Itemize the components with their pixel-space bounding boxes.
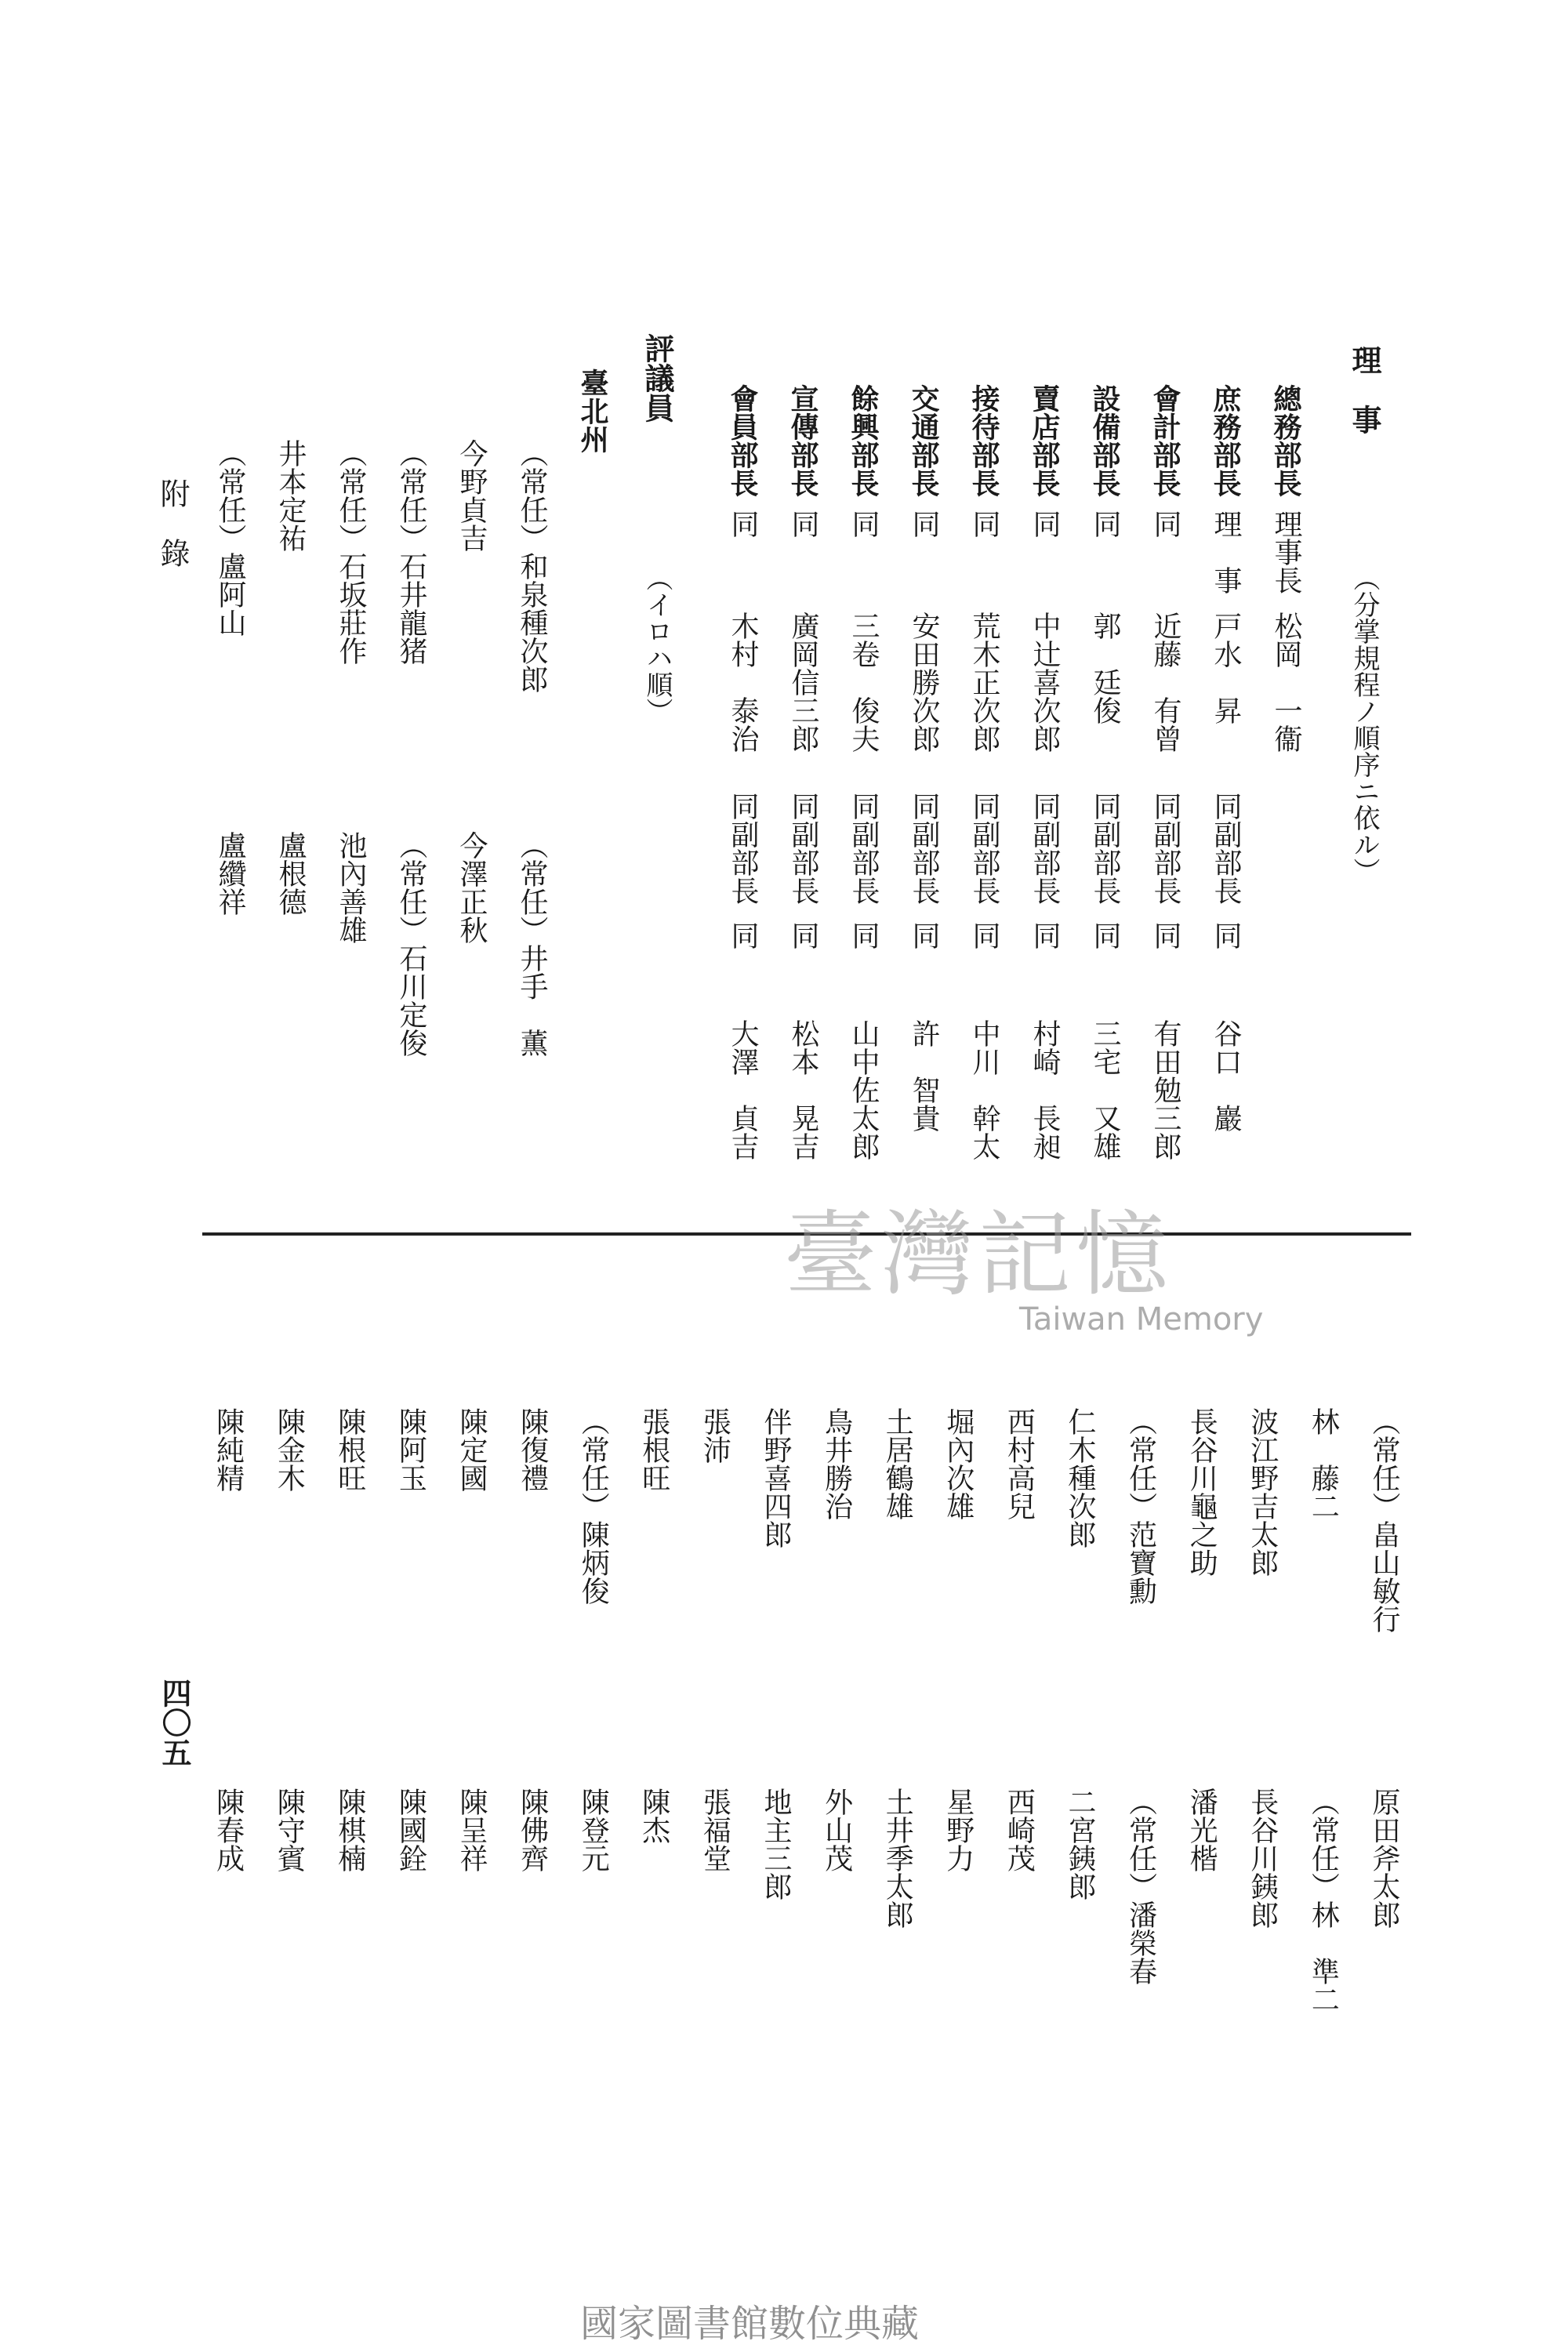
member-name: 盧根德 xyxy=(274,831,307,916)
member-name: （常任）石坂莊作 xyxy=(335,439,367,665)
riji-vice-name: 許 智貴 xyxy=(908,1019,940,1132)
member-name: 陳佛齊 xyxy=(516,1788,549,1872)
member-name: （常任）林 準二 xyxy=(1307,1788,1340,2013)
riji-vice-position: 同 xyxy=(968,921,1000,949)
riji-vice-position: 同 xyxy=(848,921,880,949)
member-name: 今野貞吉 xyxy=(456,439,488,552)
riji-title: 理 事 xyxy=(1347,345,1382,434)
riji-vice-name: 大澤 貞吉 xyxy=(727,1019,759,1160)
member-name: （常任）畠山敏行 xyxy=(1368,1407,1400,1633)
riji-vice-role: 同副部長 xyxy=(727,792,759,905)
member-name: 土井季太郎 xyxy=(881,1788,914,1929)
riji-vice-name: 三宅 又雄 xyxy=(1089,1019,1121,1160)
hyogi-note: （イロハ順） xyxy=(641,564,673,724)
riji-vice-name: 村崎 長昶 xyxy=(1029,1019,1061,1160)
member-name: 堀內次雄 xyxy=(942,1407,975,1520)
member-name: 陳棋楠 xyxy=(333,1788,366,1872)
riji-name: 郭 廷俊 xyxy=(1089,612,1121,724)
riji-vice-role: 同副部長 xyxy=(1210,792,1242,905)
member-name: 西村高兒 xyxy=(1003,1407,1036,1520)
riji-vice-name: 中川 幹太 xyxy=(968,1019,1000,1160)
member-name: （常任）和泉種次郎 xyxy=(516,439,548,693)
watermark-logo: 臺灣記憶 xyxy=(784,1200,1174,1308)
member-name: 鳥井勝治 xyxy=(820,1407,853,1520)
member-name: 陳春成 xyxy=(212,1788,245,1872)
member-name: 林 藤二 xyxy=(1307,1407,1340,1520)
riji-role: 會員部長 xyxy=(726,384,759,497)
member-name: （常任）盧阿山 xyxy=(214,439,246,637)
member-name: 張福堂 xyxy=(699,1788,731,1872)
riji-vice-position: 同 xyxy=(1029,921,1061,949)
riji-name: 中辻喜次郎 xyxy=(1029,612,1061,753)
riji-vice-name: 山中佐太郎 xyxy=(848,1019,880,1160)
member-name: 潘光楷 xyxy=(1185,1788,1218,1872)
riji-name: 三卷 俊夫 xyxy=(848,612,880,753)
riji-vice-name: 松本 晃吉 xyxy=(787,1019,819,1160)
member-name: 陳根旺 xyxy=(333,1407,366,1492)
member-name: 陳金木 xyxy=(273,1407,306,1492)
riji-position: 同 xyxy=(1029,510,1061,538)
member-name: 陳純精 xyxy=(212,1407,245,1492)
riji-position: 同 xyxy=(848,510,880,538)
member-name: （常任）石井龍猪 xyxy=(395,439,427,665)
riji-name: 戸水 昇 xyxy=(1210,612,1242,724)
hyogi-title: 評議員 xyxy=(640,333,675,423)
riji-role: 餘興部長 xyxy=(847,384,880,497)
section-label: 附 錄 xyxy=(155,478,190,568)
riji-vice-role: 同副部長 xyxy=(1029,792,1061,905)
riji-vice-position: 同 xyxy=(727,921,759,949)
member-name: 西崎茂 xyxy=(1003,1788,1036,1872)
region-label: 臺北州 xyxy=(576,368,609,453)
riji-position: 理事長 xyxy=(1270,510,1302,594)
member-name: （常任）石川定俊 xyxy=(395,831,427,1057)
footer-caption: 國家圖書館數位典藏 xyxy=(580,2302,920,2346)
riji-position: 同 xyxy=(787,510,819,538)
riji-name: 廣岡信三郎 xyxy=(787,612,819,753)
riji-role: 交通部長 xyxy=(907,384,940,497)
member-name: （常任）潘榮春 xyxy=(1124,1788,1157,1985)
member-name: 長谷川龜之助 xyxy=(1185,1407,1218,1577)
riji-vice-role: 同副部長 xyxy=(908,792,940,905)
member-name: 波江野吉太郎 xyxy=(1246,1407,1279,1577)
riji-name: 松岡 一衞 xyxy=(1270,612,1302,753)
member-name: 張沛 xyxy=(699,1407,731,1464)
riji-role: 總務部長 xyxy=(1269,384,1302,497)
member-name: 陳守賓 xyxy=(273,1788,306,1872)
riji-role: 宣傳部長 xyxy=(786,384,819,497)
member-name: （常任）陳炳俊 xyxy=(577,1407,610,1605)
member-name: 井本定祐 xyxy=(274,439,307,552)
member-name: 今澤正秋 xyxy=(456,831,488,944)
riji-position: 理 事 xyxy=(1210,510,1242,594)
member-name: 陳登元 xyxy=(577,1788,610,1872)
riji-position: 同 xyxy=(727,510,759,538)
riji-position: 同 xyxy=(908,510,940,538)
riji-vice-name: 谷口 巖 xyxy=(1210,1019,1242,1132)
riji-name: 近藤 有曾 xyxy=(1149,612,1181,753)
riji-role: 庶務部長 xyxy=(1209,384,1242,497)
member-name: 池內善雄 xyxy=(335,831,367,944)
riji-vice-position: 同 xyxy=(908,921,940,949)
member-name: 星野力 xyxy=(942,1788,975,1872)
member-name: 張根旺 xyxy=(637,1407,670,1492)
member-name: 二宮銕郎 xyxy=(1064,1788,1096,1900)
member-name: 陳阿玉 xyxy=(394,1407,427,1492)
riji-vice-name: 有田勉三郎 xyxy=(1149,1019,1181,1160)
riji-name: 安田勝次郎 xyxy=(908,612,940,753)
riji-note: （分掌規程ノ順序ニ依ル） xyxy=(1348,564,1380,884)
member-name: （常任）井手 薫 xyxy=(516,831,548,1057)
riji-position: 同 xyxy=(968,510,1000,538)
page-number: 四〇五 xyxy=(157,1678,192,1767)
riji-name: 荒木正次郎 xyxy=(968,612,1000,753)
riji-vice-position: 同 xyxy=(1149,921,1181,949)
member-name: 土居鶴雄 xyxy=(881,1407,914,1520)
riji-vice-role: 同副部長 xyxy=(1089,792,1121,905)
riji-role: 賣店部長 xyxy=(1028,384,1061,497)
riji-vice-position: 同 xyxy=(1089,921,1121,949)
member-name: 陳復禮 xyxy=(516,1407,549,1492)
member-name: 長谷川銕郎 xyxy=(1246,1788,1279,1929)
watermark-english: Taiwan Memory xyxy=(1019,1301,1264,1338)
riji-role: 接待部長 xyxy=(967,384,1000,497)
riji-vice-role: 同副部長 xyxy=(787,792,819,905)
member-name: 仁木種次郎 xyxy=(1064,1407,1096,1548)
member-name: 原田斧太郎 xyxy=(1368,1788,1400,1929)
member-name: （常任）范寶勳 xyxy=(1124,1407,1157,1605)
riji-vice-role: 同副部長 xyxy=(968,792,1000,905)
member-name: 陳呈祥 xyxy=(456,1788,488,1872)
member-name: 伴野喜四郎 xyxy=(760,1407,792,1548)
riji-role: 設備部長 xyxy=(1088,384,1121,497)
riji-vice-position: 同 xyxy=(1210,921,1242,949)
riji-position: 同 xyxy=(1089,510,1121,538)
riji-vice-role: 同副部長 xyxy=(1149,792,1181,905)
riji-name: 木村 泰治 xyxy=(727,612,759,753)
member-name: 外山茂 xyxy=(820,1788,853,1872)
member-name: 陳國銓 xyxy=(394,1788,427,1872)
riji-role: 會計部長 xyxy=(1149,384,1181,497)
member-name: 陳杰 xyxy=(637,1788,670,1844)
riji-vice-role: 同副部長 xyxy=(848,792,880,905)
member-name: 陳定國 xyxy=(456,1407,488,1492)
member-name: 地主三郎 xyxy=(760,1788,792,1900)
member-name: 盧纘祥 xyxy=(214,831,246,916)
riji-position: 同 xyxy=(1149,510,1181,538)
riji-vice-position: 同 xyxy=(787,921,819,949)
